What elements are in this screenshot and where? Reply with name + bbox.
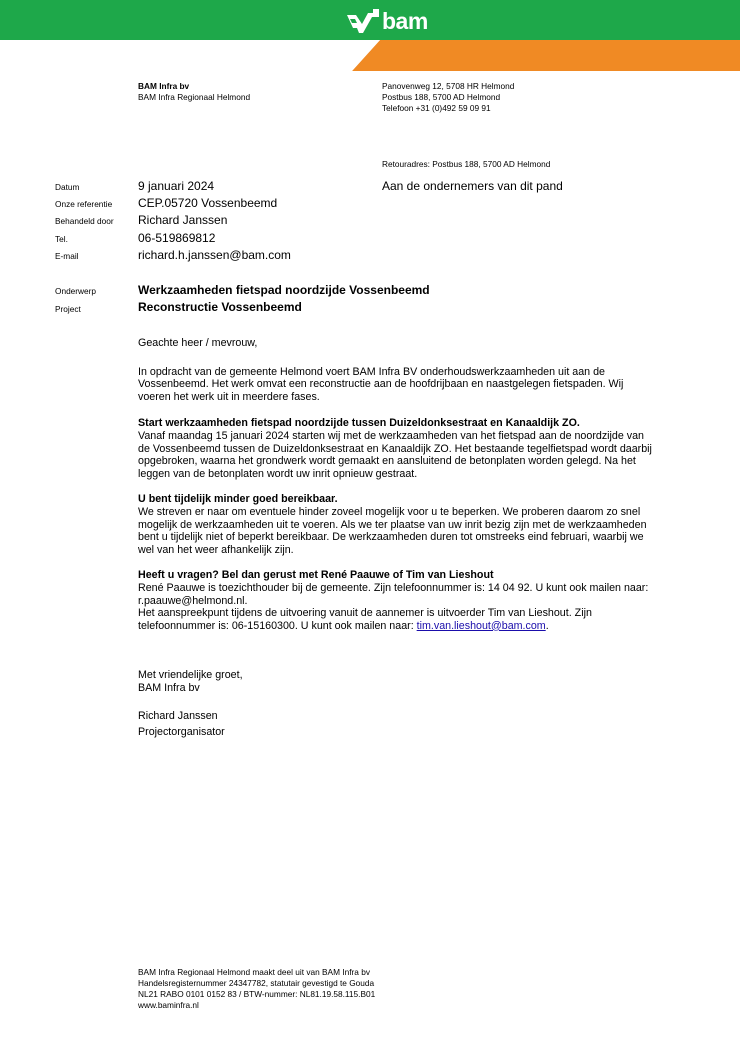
bam-bird-icon [346,9,380,33]
signer-role: Projectorganisator [138,725,225,738]
return-address: Retouradres: Postbus 188, 5700 AD Helmond [382,159,551,169]
footer-line-2: Handelsregisternummer 24347782, statutair gevestigd te Gouda [138,978,375,988]
sender-division: BAM Infra Regionaal Helmond [138,92,251,102]
meta-value-datum: 9 januari 2024 [138,179,215,193]
recipient: Aan de ondernemers van dit pand [382,179,563,193]
onderwerp-value: Werkzaamheden fietspad noordzijde Vossenbeemd [138,283,430,297]
logo-wordmark: bam [382,8,428,34]
salutation: Geachte heer / mevrouw, [138,337,258,349]
meta-label-tel: Tel. [55,234,68,244]
section3-text1: René Paauwe is toezichthouder bij de gemeente. Zijn telefoonnummer is: 14 04 92. U kunt ook mailen naar: r.paauwe@helmond.nl. [138,581,649,607]
section3-text2-wrapper [138,607,658,632]
footer-line-3: NL21 RABO 0101 0152 83 / BTW-nummer: NL81.19.58.115.B01 [138,989,376,999]
section-start-werkzaamheden [138,417,658,480]
meta-label-email: E-mail [55,251,79,261]
closing-greeting: Met vriendelijke groet, [138,669,243,681]
meta-label-behandeld: Behandeld door [55,216,114,226]
footer-line-1: BAM Infra Regionaal Helmond maakt deel uit van BAM Infra bv [138,967,370,977]
section3-title: Heeft u vragen? Bel dan gerust met René Paauwe of Tim van Lieshout [138,569,494,582]
closing-company: BAM Infra bv [138,681,200,694]
section3-text2: Het aanspreekpunt tijdens de uitvoering vanuit de aannemer is uitvoerder Tim van Lieshout. Zijn telefoonnummer is: 06-15160300. U kunt ook mailen naar: [138,607,592,632]
meta-value-behandeld: Richard Janssen [138,213,228,227]
onderwerp-label: Onderwerp [55,286,97,296]
white-cutout [0,40,390,71]
address-line-1: Panovenweg 12, 5708 HR Helmond [382,81,515,91]
sender-company: BAM Infra bv [138,81,190,91]
address-line-2: Postbus 188, 5700 AD Helmond [382,92,501,102]
meta-value-email: richard.h.janssen@bam.com [138,248,291,262]
intro-paragraph: In opdracht van de gemeente Helmond voert BAM Infra BV onderhoudswerkzaamheden uit aan de Vossenbeemd. Het werk omvat een reconstructie aan de hoofdrijbaan en naastgelegen fietspaden. Wij voeren het werk uit in meerdere fases. [138,365,624,403]
meta-label-referentie: Onze referentie [55,199,113,209]
bam-logo [346,9,428,33]
section1-text: Vanaf maandag 15 januari 2024 starten wij met de werkzaamheden van het fietspad aan de noordzijde van de Vossenbeemd tussen de Duizeldonksestraat en Kanaaldijk ZO. Het bestaande tegelfietspad wordt daarbij opgebroken, waarna het grondwerk wordt gemaakt en aansluitend de betonplaten worden gelegd. Na het leggen van de betonplaten wordt uw inrit opnieuw gestraat. [138,429,652,480]
meta-label-datum: Datum [55,182,80,192]
closing-block [138,669,658,694]
section2-text: We streven er naar om eventuele hinder zoveel mogelijk voor u te beperken. We proberen daarom zo snel mogelijk de werkzaamheden uit te voeren. Als we ter plaatse van uw inrit bezig zijn met de werkzaamheden bent u tijdelijk niet of beperkt bereikbaar. De werkzaamheden duren tot omstreeks eind februari, waarbij we wel van het weer afhankelijk zijn. [138,505,647,556]
letterhead-banner [0,0,740,71]
signature-block [138,710,658,738]
section2-title: U bent tijdelijk minder goed bereikbaar. [138,493,338,506]
signer-name: Richard Janssen [138,710,218,722]
section-bereikbaarheid [138,493,658,556]
footer [138,967,375,1011]
tim-email-link[interactable]: tim.van.lieshout@bam.com [416,619,546,632]
meta-value-referentie: CEP.05720 Vossenbeemd [138,196,278,210]
sender-phone: Telefoon +31 (0)492 59 09 91 [382,103,491,113]
section-contact [138,569,658,632]
letter-body [138,337,658,645]
footer-line-4: www.baminfra.nl [138,1000,199,1010]
section1-title: Start werkzaamheden fietspad noordzijde tussen Duizeldonksestraat en Kanaaldijk ZO. [138,417,580,430]
meta-value-tel: 06-519869812 [138,231,216,245]
sender-block [138,81,250,103]
section3-end: . [545,619,549,632]
project-label: Project [55,304,81,314]
sender-address [382,81,514,114]
project-value: Reconstructie Vossenbeemd [138,300,302,314]
